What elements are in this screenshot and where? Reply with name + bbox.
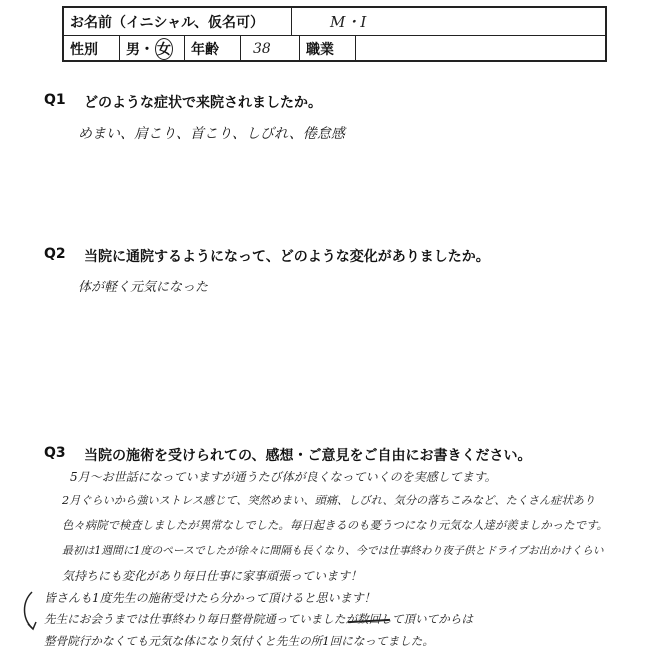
age-value: 38 — [241, 35, 300, 62]
q1-answer: めまい、肩こり、首こり、しびれ、倦怠感 — [78, 126, 345, 142]
name-value: M・I — [330, 13, 367, 31]
age-label: 年齢 — [185, 35, 241, 62]
q3-answer-line: 最初は1週間に1度のペースでしたが徐々に間隔も長くなり、今では仕事終わり夜子供とドライブお出かけくらい — [62, 544, 604, 557]
profile-form-table — [62, 6, 607, 62]
q1-question: どのような症状で来院されましたか。 — [84, 95, 322, 111]
q2-label: Q2 — [44, 246, 66, 262]
q3-label: Q3 — [44, 445, 66, 461]
q3-answer-line: 皆さんも1度先生の施術受けたら分かって頂けると思います！ — [44, 591, 376, 605]
form-row-details — [64, 35, 605, 62]
q1-label: Q1 — [44, 92, 66, 108]
gender-male-option: 男・ — [126, 41, 154, 58]
occupation-label: 職業 — [300, 35, 356, 62]
name-label: お名前（イニシャル、仮名可） — [64, 8, 292, 35]
margin-arrow-icon — [20, 588, 42, 638]
q2-question: 当院に通院するようになって、どのような変化がありましたか。 — [84, 249, 490, 265]
q2-answer: 体が軽く元気になった — [78, 280, 209, 295]
q3-answer-line: 気持ちにも変化があり毎日仕事に家事頑張っています！ — [62, 569, 363, 583]
q3-question: 当院の施術を受けられての、感想・ご意見をご自由にお書きください。 — [84, 448, 532, 464]
q3-answer-line: 5月〜お世話になっていますが通うたび体が良くなっていくのを実感してます。 — [70, 470, 497, 484]
q3-answer-line: 色々病院で検査しましたが異常なしでした。毎日起きるのも憂うつになり元気な人達が羨ましかったです。 — [62, 518, 608, 532]
gender-options — [120, 35, 185, 62]
q3-answer-line: 先生にお会うまでは仕事終わり毎日整骨院通っていましたが数回して頂いてからは — [44, 612, 473, 626]
occupation-value — [356, 35, 605, 62]
gender-label: 性別 — [64, 35, 120, 62]
gender-female-option-circled: 女 — [155, 38, 173, 60]
q3-answer-line: 2月ぐらいから強いストレス感じて、突然めまい、頭痛、しびれ、気分の落ちこみなど、たくさん症状あり — [62, 494, 596, 507]
form-row-name — [64, 8, 605, 36]
q3-answer-line: 整骨院行かなくても元気な体になり気付くと先生の所1回になってました。 — [44, 634, 434, 648]
